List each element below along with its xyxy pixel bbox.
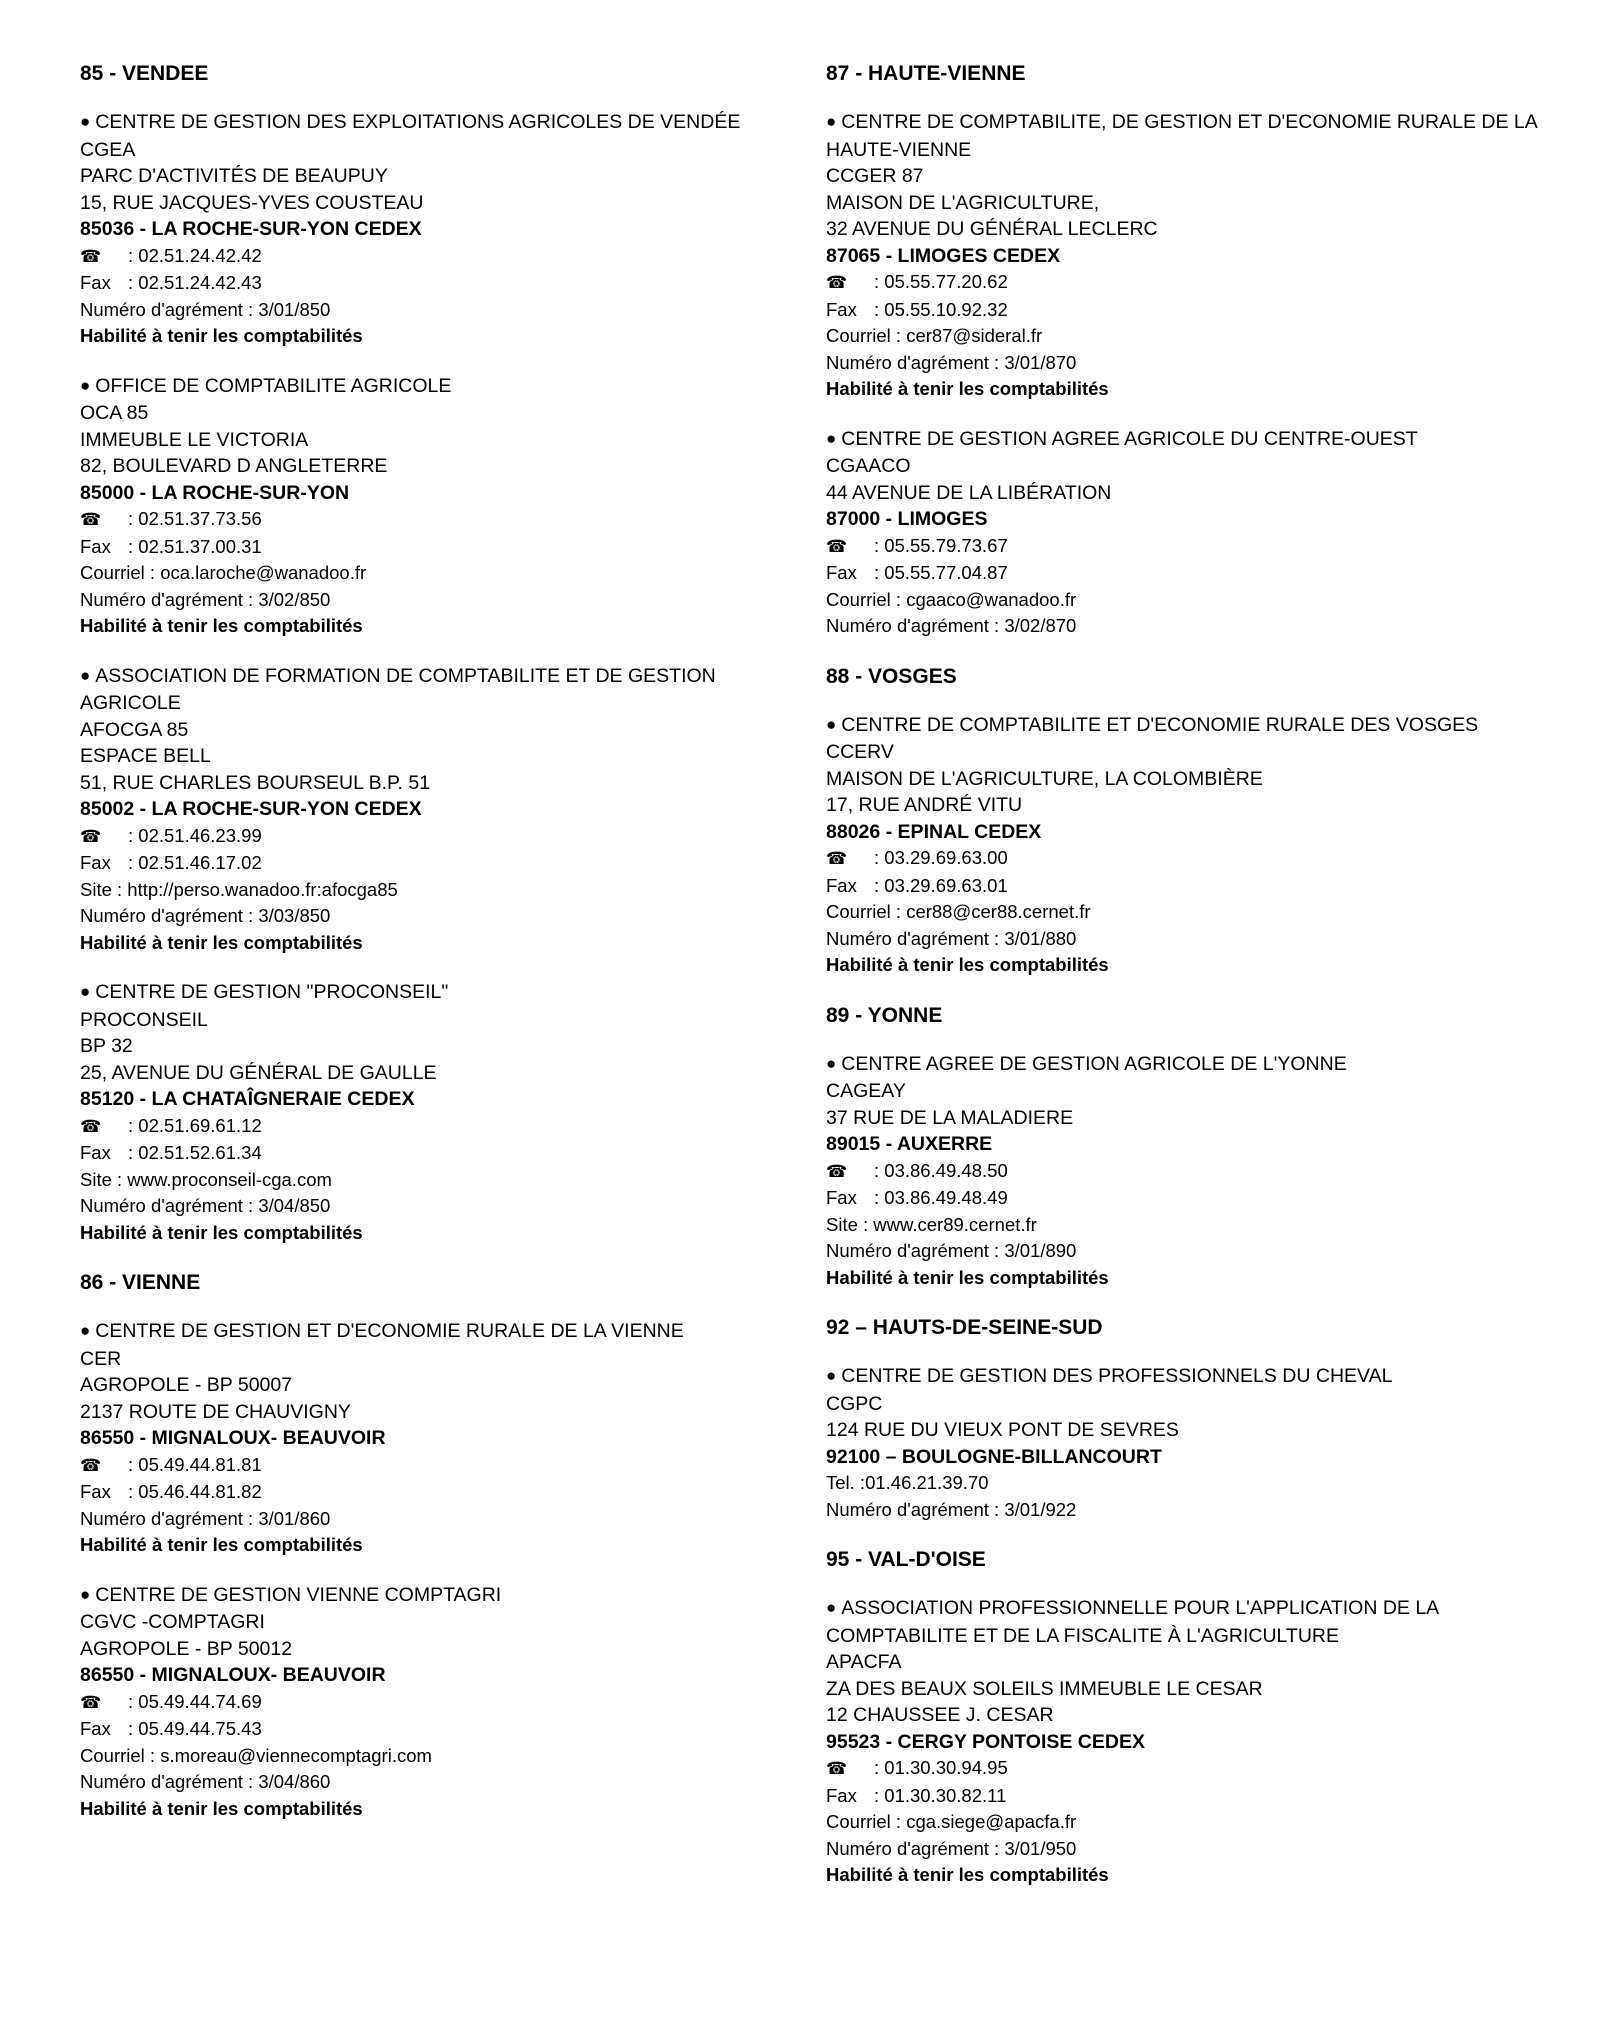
habilite-note: Habilité à tenir les comptabilités <box>826 1864 1109 1885</box>
city-line: 89015 - AUXERRE <box>826 1133 993 1155</box>
address-line: PARC D'ACTIVITÉS DE BEAUPUY <box>80 165 388 187</box>
fax-number: : 02.51.37.00.31 <box>128 535 262 557</box>
bullet-icon: ● <box>826 714 837 734</box>
fax-label: Fax <box>826 1187 857 1208</box>
contact-line: Courriel : cer88@cer88.cernet.fr <box>826 901 1091 922</box>
organization-name <box>80 1582 780 1610</box>
tel-line: Tel. :01.46.21.39.70 <box>826 1472 989 1493</box>
organization-name <box>826 1363 1546 1391</box>
fax-line <box>80 270 780 297</box>
habilite-note: Habilité à tenir les comptabilités <box>80 325 363 346</box>
organization-name-text: CENTRE DE GESTION DES EXPLOITATIONS AGRICOLES DE VENDÉE <box>95 111 741 133</box>
department-section <box>80 61 780 1246</box>
agrement-number: Numéro d'agrément : 3/04/860 <box>80 1771 331 1792</box>
address-line: 51, RUE CHARLES BOURSEUL B.P. 51 <box>80 771 431 794</box>
address-line: ESPACE BELL <box>80 745 211 767</box>
habilite-note: Habilité à tenir les comptabilités <box>826 378 1109 399</box>
organization-entry <box>80 1318 780 1559</box>
department-title: 88 - VOSGES <box>826 664 957 688</box>
fax-label: Fax <box>80 535 111 557</box>
fax-label: Fax <box>80 1142 111 1163</box>
organization-name-text: CENTRE DE GESTION AGREE AGRICOLE DU CENTRE-OUEST <box>841 427 1418 450</box>
organization-entry <box>826 712 1546 979</box>
department-title: 95 - VAL-D'OISE <box>826 1548 986 1571</box>
organization-entry <box>826 1595 1546 1889</box>
organization-name-text: ASSOCIATION DE FORMATION DE COMPTABILITE ET DE GESTION AGRICOLE <box>80 664 716 714</box>
habilite-note: Habilité à tenir les comptabilités <box>80 615 363 636</box>
bullet-icon: ● <box>826 112 837 131</box>
fax-label: Fax <box>826 874 857 896</box>
address-line: 15, RUE JACQUES-YVES COUSTEAU <box>80 191 424 214</box>
contact-line: Site : www.cer89.cernet.fr <box>826 1213 1037 1235</box>
fax-number: : 05.49.44.75.43 <box>128 1718 262 1739</box>
fax-label: Fax <box>80 1718 111 1739</box>
address-line: 124 RUE DU VIEUX PONT DE SEVRES <box>826 1419 1179 1441</box>
organization-name <box>826 1595 1546 1649</box>
address-line: MAISON DE L'AGRICULTURE, LA COLOMBIÈRE <box>826 767 1263 790</box>
fax-line <box>826 297 1546 324</box>
agrement-number: Numéro d'agrément : 3/04/850 <box>80 1195 331 1216</box>
phone-icon: ☎ <box>826 1161 848 1181</box>
organization-name <box>80 109 780 137</box>
city-line: 88026 - EPINAL CEDEX <box>826 820 1042 843</box>
fax-line <box>826 1185 1546 1212</box>
contact-line: Courriel : cgaaco@wanadoo.fr <box>826 588 1077 610</box>
city-line: 85000 - LA ROCHE-SUR-YON <box>80 481 350 504</box>
phone-icon: ☎ <box>80 1692 102 1712</box>
address-line: ZA DES BEAUX SOLEILS IMMEUBLE LE CESAR <box>826 1677 1263 1700</box>
address-line: 12 CHAUSSEE J. CESAR <box>826 1704 1054 1726</box>
fax-label: Fax <box>826 298 857 320</box>
department-title: 92 – HAUTS-DE-SEINE-SUD <box>826 1316 1103 1339</box>
fax-number: : 01.30.30.82.11 <box>874 1784 1007 1806</box>
contact-line: Courriel : cga.siege@apacfa.fr <box>826 1811 1077 1832</box>
fax-line <box>80 1479 780 1506</box>
agrement-number: Numéro d'agrément : 3/02/870 <box>826 615 1077 636</box>
organization-acronym: OCA 85 <box>80 402 149 424</box>
address-line: 44 AVENUE DE LA LIBÉRATION <box>826 481 1112 504</box>
phone-icon: ☎ <box>80 510 102 529</box>
fax-line <box>826 873 1546 900</box>
organization-entry <box>80 663 780 957</box>
organization-acronym: PROCONSEIL <box>80 1008 208 1031</box>
phone-icon: ☎ <box>826 1759 848 1778</box>
contact-line: Site : http://perso.wanadoo.fr:afocga85 <box>80 878 398 900</box>
fax-number: : 02.51.24.42.43 <box>128 272 262 293</box>
fax-label: Fax <box>80 852 111 873</box>
agrement-number: Numéro d'agrément : 3/01/860 <box>80 1507 331 1529</box>
address-line: IMMEUBLE LE VICTORIA <box>80 428 309 451</box>
organization-name-text: CENTRE DE COMPTABILITE ET D'ECONOMIE RURALE DES VOSGES <box>841 713 1479 736</box>
organization-acronym: AFOCGA 85 <box>80 718 189 741</box>
phone-line <box>80 1689 780 1717</box>
department-section <box>826 61 1546 640</box>
agrement-number: Numéro d'agrément : 3/01/950 <box>826 1837 1077 1859</box>
phone-number: : 02.51.69.61.12 <box>128 1114 262 1136</box>
fax-label: Fax <box>826 1784 857 1806</box>
address-line: 17, RUE ANDRÉ VITU <box>826 794 1023 816</box>
organization-name-text: CENTRE DE GESTION VIENNE COMPTAGRI <box>95 1583 502 1606</box>
fax-number: : 05.55.10.92.32 <box>874 298 1008 320</box>
organization-entry <box>826 109 1546 403</box>
organization-name-text: CENTRE AGREE DE GESTION AGRICOLE DE L'YONNE <box>841 1052 1347 1075</box>
organization-entry <box>826 426 1546 640</box>
department-title: 89 - YONNE <box>826 1003 943 1027</box>
address-line: 82, BOULEVARD D ANGLETERRE <box>80 455 388 477</box>
organization-acronym: CGAACO <box>826 455 911 477</box>
contact-line: Courriel : cer87@sideral.fr <box>826 325 1043 346</box>
address-line: 25, AVENUE DU GÉNÉRAL DE GAULLE <box>80 1061 437 1084</box>
fax-number: : 05.46.44.81.82 <box>128 1481 262 1502</box>
department-title: 85 - VENDEE <box>80 62 209 85</box>
department-title: 87 - HAUTE-VIENNE <box>826 62 1026 85</box>
department-section <box>826 1315 1546 1523</box>
phone-number: : 03.86.49.48.50 <box>874 1159 1008 1181</box>
organization-entry <box>80 979 780 1246</box>
phone-line <box>80 823 780 851</box>
city-line: 86550 - MIGNALOUX- BEAUVOIR <box>80 1427 386 1449</box>
address-line: BP 32 <box>80 1035 133 1057</box>
habilite-note: Habilité à tenir les comptabilités <box>826 1266 1109 1288</box>
phone-number: : 05.49.44.74.69 <box>128 1690 262 1712</box>
bullet-icon: ● <box>80 982 91 1001</box>
phone-number: : 02.51.46.23.99 <box>128 824 262 846</box>
organization-acronym: CGEA <box>80 138 136 161</box>
city-line: 85002 - LA ROCHE-SUR-YON CEDEX <box>80 798 422 820</box>
organization-acronym: CGVC -COMPTAGRI <box>80 1611 265 1633</box>
phone-line <box>80 1113 780 1141</box>
habilite-note: Habilité à tenir les comptabilités <box>80 1797 363 1819</box>
fax-line <box>80 1140 780 1167</box>
fax-number: : 03.86.49.48.49 <box>874 1187 1008 1208</box>
phone-number: : 02.51.37.73.56 <box>128 508 262 529</box>
phone-line <box>80 243 780 271</box>
phone-number: : 05.55.79.73.67 <box>874 534 1008 556</box>
agrement-number: Numéro d'agrément : 3/01/890 <box>826 1240 1077 1261</box>
contact-line: Courriel : s.moreau@viennecomptagri.com <box>80 1744 432 1766</box>
bullet-icon: ● <box>826 1366 837 1385</box>
organization-name-text: CENTRE DE GESTION ET D'ECONOMIE RURALE DE LA VIENNE <box>95 1320 684 1342</box>
phone-icon: ☎ <box>80 246 102 266</box>
address-line: AGROPOLE - BP 50007 <box>80 1374 293 1396</box>
organization-acronym: CCERV <box>826 741 894 763</box>
phone-icon: ☎ <box>826 536 848 556</box>
organization-name-text: ASSOCIATION PROFESSIONNELLE POUR L'APPLICATION DE LA COMPTABILITE ET DE LA FISCALITE À L'AGRICULTURE <box>826 1597 1439 1647</box>
fax-line <box>80 534 780 561</box>
agrement-number: Numéro d'agrément : 3/02/850 <box>80 588 331 610</box>
organization-name <box>80 663 780 717</box>
fax-label: Fax <box>80 1481 111 1502</box>
agrement-number: Numéro d'agrément : 3/01/922 <box>826 1498 1077 1520</box>
phone-number: : 05.49.44.81.81 <box>128 1453 262 1475</box>
organization-acronym: CER <box>80 1347 122 1370</box>
bullet-icon: ● <box>826 1053 837 1073</box>
agrement-number: Numéro d'agrément : 3/01/870 <box>826 351 1077 373</box>
phone-line <box>80 1452 780 1480</box>
fax-number: : 02.51.46.17.02 <box>128 852 262 873</box>
phone-number: : 03.29.69.63.00 <box>874 847 1008 868</box>
organization-name <box>826 712 1546 740</box>
organization-name-text: CENTRE DE COMPTABILITE, DE GESTION ET D'ECONOMIE RURALE DE LA HAUTE-VIENNE <box>826 111 1537 161</box>
address-line: 32 AVENUE DU GÉNÉRAL LECLERC <box>826 218 1158 240</box>
phone-line <box>826 1158 1546 1186</box>
phone-line <box>826 1755 1546 1783</box>
organization-name <box>80 373 780 401</box>
organization-name-text: CENTRE DE GESTION DES PROFESSIONNELS DU CHEVAL <box>841 1365 1393 1387</box>
bullet-icon: ● <box>826 1598 837 1617</box>
phone-line <box>826 845 1546 873</box>
fax-line <box>826 560 1546 587</box>
organization-name <box>826 1051 1546 1079</box>
fax-number: : 03.29.69.63.01 <box>874 874 1008 896</box>
bullet-icon: ● <box>80 375 91 395</box>
organization-entry <box>80 373 780 640</box>
department-section <box>826 664 1546 979</box>
agrement-number: Numéro d'agrément : 3/03/850 <box>80 905 331 926</box>
right-column <box>826 61 1546 1913</box>
phone-icon: ☎ <box>80 1116 102 1136</box>
city-line: 87065 - LIMOGES CEDEX <box>826 244 1061 267</box>
fax-label: Fax <box>80 272 111 293</box>
city-line: 85120 - LA CHATAÎGNERAIE CEDEX <box>80 1088 415 1110</box>
address-line: 37 RUE DE LA MALADIERE <box>826 1106 1074 1129</box>
organization-name <box>826 109 1546 163</box>
fax-line <box>80 1716 780 1743</box>
city-line: 95523 - CERGY PONTOISE CEDEX <box>826 1730 1145 1753</box>
city-line: 86550 - MIGNALOUX- BEAUVOIR <box>80 1664 386 1686</box>
organization-entry <box>80 109 780 350</box>
organization-name-text: OFFICE DE COMPTABILITE AGRICOLE <box>95 374 452 397</box>
habilite-note: Habilité à tenir les comptabilités <box>80 1534 363 1555</box>
organization-acronym: APACFA <box>826 1651 902 1673</box>
fax-number: : 02.51.52.61.34 <box>128 1142 262 1163</box>
contact-line: Site : www.proconseil-cga.com <box>80 1168 332 1190</box>
phone-icon: ☎ <box>826 273 848 292</box>
address-line: AGROPOLE - BP 50012 <box>80 1637 293 1660</box>
organization-acronym: CAGEAY <box>826 1080 906 1102</box>
organization-entry <box>80 1582 780 1823</box>
organization-entry <box>826 1363 1546 1523</box>
fax-number: : 05.55.77.04.87 <box>874 562 1008 583</box>
phone-line <box>80 506 780 534</box>
habilite-note: Habilité à tenir les comptabilités <box>80 931 363 953</box>
city-line: 85036 - LA ROCHE-SUR-YON CEDEX <box>80 218 422 240</box>
phone-icon: ☎ <box>826 849 848 868</box>
phone-number: : 05.55.77.20.62 <box>874 271 1008 292</box>
fax-label: Fax <box>826 562 857 583</box>
city-line: 87000 - LIMOGES <box>826 508 988 530</box>
fax-line <box>80 850 780 877</box>
address-line: MAISON DE L'AGRICULTURE, <box>826 191 1100 214</box>
habilite-note: Habilité à tenir les comptabilités <box>826 954 1109 975</box>
department-section <box>826 1547 1546 1889</box>
city-line: 92100 – BOULOGNE-BILLANCOURT <box>826 1445 1162 1468</box>
phone-icon: ☎ <box>80 1455 102 1475</box>
organization-entry <box>826 1051 1546 1292</box>
contact-line: Courriel : oca.laroche@wanadoo.fr <box>80 562 367 583</box>
phone-line <box>826 269 1546 297</box>
habilite-note: Habilité à tenir les comptabilités <box>80 1221 363 1243</box>
organization-name <box>826 426 1546 454</box>
bullet-icon: ● <box>826 428 837 448</box>
phone-icon: ☎ <box>80 826 102 846</box>
organization-acronym: CGPC <box>826 1392 883 1415</box>
organization-name <box>80 979 780 1007</box>
department-section <box>826 1003 1546 1292</box>
left-column <box>80 61 780 1846</box>
bullet-icon: ● <box>80 1584 91 1604</box>
department-title: 86 - VIENNE <box>80 1271 201 1294</box>
agrement-number: Numéro d'agrément : 3/01/880 <box>826 927 1077 949</box>
organization-acronym: CCGER 87 <box>826 165 924 187</box>
fax-line <box>826 1783 1546 1810</box>
bullet-icon: ● <box>80 112 91 131</box>
phone-number: : 02.51.24.42.42 <box>128 244 262 266</box>
phone-line <box>826 533 1546 561</box>
organization-name-text: CENTRE DE GESTION "PROCONSEIL" <box>95 981 449 1003</box>
agrement-number: Numéro d'agrément : 3/01/850 <box>80 298 331 320</box>
department-section <box>80 1270 780 1822</box>
phone-number: : 01.30.30.94.95 <box>874 1757 1008 1778</box>
bullet-icon: ● <box>80 665 91 685</box>
address-line: 2137 ROUTE DE CHAUVIGNY <box>80 1400 351 1423</box>
bullet-icon: ● <box>80 1321 91 1340</box>
organization-name <box>80 1318 780 1346</box>
